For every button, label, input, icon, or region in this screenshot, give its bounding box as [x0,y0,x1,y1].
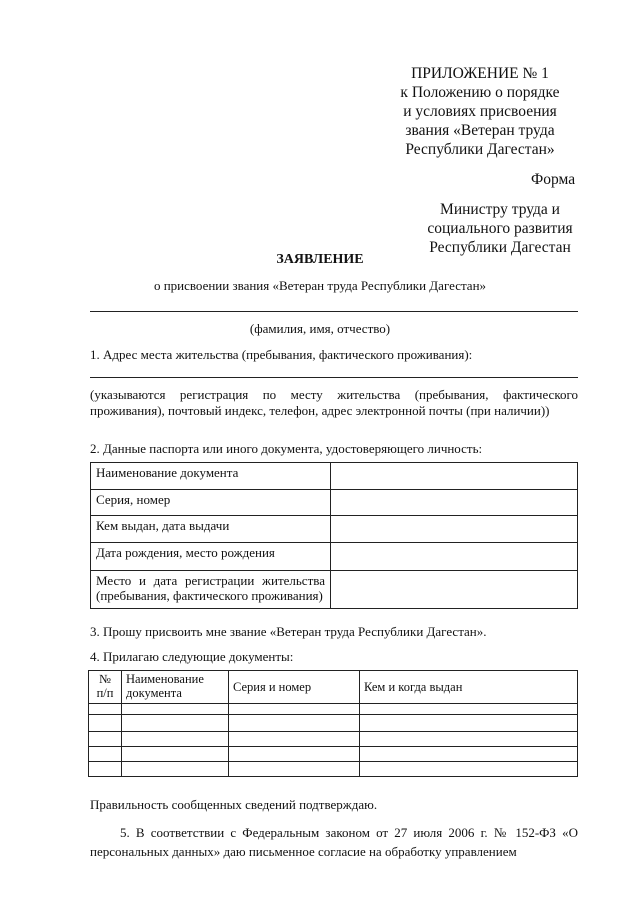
table-header-row [89,671,578,704]
passport-table [90,462,578,609]
table-row [89,762,578,777]
passport-value-cell[interactable] [331,463,578,490]
cell[interactable] [360,715,578,732]
table-row [91,490,578,516]
table-row [89,704,578,715]
item-3-request: 3. Прошу присвоить мне звание «Ветеран труда Республики Дагестан». [90,624,487,639]
appendix-line: звания «Ветеран труда [405,122,555,139]
table-row [91,571,578,609]
table-row [91,516,578,543]
cell[interactable] [122,704,229,715]
addressee [420,200,580,257]
document-subtitle: о присвоении звания «Ветеран труда Республики Дагестан» [153,278,487,293]
addressee-line: социального развития [427,220,573,237]
col-name-header: Наименование документа [122,671,229,704]
item-2-passport: 2. Данные паспорта или иного документа, удостоверяющего личность: [90,441,483,456]
addressee-line: Министру труда и [440,201,560,218]
item-1-address: 1. Адрес места жительства (пребывания, фактического проживания): [90,347,473,362]
passport-label: Кем выдан, дата выдачи [91,516,331,543]
cell[interactable] [122,762,229,777]
cell[interactable] [89,715,122,732]
cell[interactable] [229,715,360,732]
col-issued-header: Кем и когда выдан [360,671,578,704]
passport-label: Серия, номер [91,490,331,516]
table-row [91,463,578,490]
table-row [89,747,578,762]
passport-label: Дата рождения, место рождения [91,543,331,571]
passport-label: Место и дата регистрации жительства (пребывания, фактического проживания) [91,571,331,609]
cell[interactable] [89,704,122,715]
document-title: ЗАЯВЛЕНИЕ [276,252,364,267]
appendix-line: и условиях присвоения [403,103,557,120]
cell[interactable] [360,704,578,715]
appendix-line: к Положению о порядке [400,84,560,101]
cell[interactable] [89,762,122,777]
col-number-header: № п/п [89,671,122,704]
form-label: Форма [531,171,576,188]
passport-value-cell[interactable] [331,543,578,571]
passport-value-cell[interactable] [331,516,578,543]
cell[interactable] [89,747,122,762]
cell[interactable] [229,704,360,715]
passport-label: Наименование документа [91,463,331,490]
fio-caption: (фамилия, имя, отчество) [249,321,391,336]
cell[interactable] [360,747,578,762]
cell[interactable] [229,732,360,747]
appendix-title: ПРИЛОЖЕНИЕ № 1 [411,65,549,82]
col-series-header: Серия и номер [229,671,360,704]
cell[interactable] [122,747,229,762]
addressee-line: Республики Дагестан [429,239,571,256]
item-4-attachments: 4. Прилагаю следующие документы: [90,649,294,664]
confirmation-text: Правильность сообщенных сведений подтверждаю. [90,797,378,812]
item-1-note: (указываются регистрация по месту жительства (пребывания, фактического проживания), почтовый индекс, телефон, адрес электронной почты (при наличии)) [90,387,578,418]
documents-table [88,670,578,777]
passport-value-cell[interactable] [331,490,578,516]
cell[interactable] [229,747,360,762]
appendix-header [380,64,580,159]
cell[interactable] [89,732,122,747]
address-line[interactable] [90,377,578,378]
cell[interactable] [229,762,360,777]
table-row [91,543,578,571]
cell[interactable] [360,732,578,747]
table-row [89,715,578,732]
appendix-line: Республики Дагестан» [405,141,555,158]
table-row [89,732,578,747]
cell[interactable] [360,762,578,777]
cell[interactable] [122,732,229,747]
cell[interactable] [122,715,229,732]
item-5-consent: 5. В соответствии с Федеральным законом от 27 июля 2006 г. № 152-ФЗ «О персональных данных» даю письменное согласие на обработку управлением [90,825,578,859]
fio-line[interactable] [90,311,578,312]
passport-value-cell[interactable] [331,571,578,609]
